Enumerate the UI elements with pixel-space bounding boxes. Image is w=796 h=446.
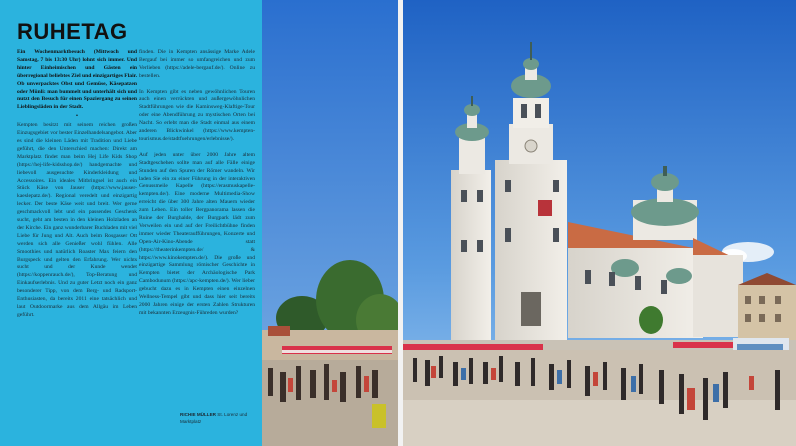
article-column-1 [17,49,137,320]
article-page [0,0,262,446]
article-body-2: finden. Die in Kempten ansässige Marke Adele Bergauf bei immer so umfangreichen und zum Verlieben (https://adele-bergauf.de/). Online zu bestellen. In Kempten gibt es neben gewöhnlichen Touren auch einen verrückten und außergewöhnlichen Stadtführungen wie die Kaminsweg-Klaftige-Tour oder eine Abendführung zu mystischen Orten bei Nacht. So erlebt man die Stadt einmal aus einem anderen Blickwinkel (https://www.kempten-tourismus.de/stadtfuehrungen/erlebnisse/). Auf jeden unter über 2000 Jahre altem Stadtgeschehen sollte man auf alle Fälle einige Stunden auf den Spuren der Römer wandeln. Wir laden Sie ein zu einer Führung in der interaktiven Genussmeile Kapelle (https://erasmuskapelle-kempten.de/). Eine moderne Multimedia-Show erreicht die über 300 Jahre alten Mauern wieder zum Leben. Ein toller Bergpanorama lassen die Ruine der Burghalde, der Burgpark lädt zum Verweilen ein und auf der Freilichtbühne finden immer wieder Theateraufführungen, Konzerte und Open-Air-Kino-Abende statt (https://theaterinkempten.de/ & https://www.kinokempten.de/). Die große und einzigartige Sammlung römischer Geschichte in Kempten bietet der Archäologische Park Cambodunum (https://apc-kempten.de/). Wer lieber gebucht dazu es in Kempten einen einzelnen Wellness-Tempel gibt und dass hier seit bereits 2000 Jahren einige der ersten Zahlen Strukturen mit bekannten Erzeugnis-Führeden wurden? [139,49,255,316]
article-lead: Ein Wochenmarktbesuch (Mittwoch und Samstag, 7 bis 13:30 Uhr) lohnt sich immer. Und hinter Einheimischen und Gästen ein überregional beliebtes Ziel und einzigartiges Flair. Ob unverpacktes Obst und Gemüse, Käsepatzen oder Münli: man bummelt und unterhält sich und nutzt den Besuch für einen Spaziergang zu seinen Lieblingsläden in der Stadt. [17,49,137,111]
gutter-photo [262,0,398,446]
article-column-2 [139,49,255,318]
article-title: RUHETAG [17,19,128,44]
sky-tree-photo [262,0,398,446]
church-portal [521,292,541,326]
market-awning [403,344,543,350]
dome [631,198,699,226]
coat-of-arms [538,200,552,216]
section-bullet: • [76,113,78,120]
clock [525,140,537,152]
photo-credit-name: RICHIE MÜLLER [180,412,216,417]
photo-caption-text: St. Lorenz und Marktplatz [180,412,248,424]
photo-caption [180,411,260,425]
left-tower [451,170,491,340]
st-lorenz-basilica-image [403,0,796,446]
basilica-photo [403,0,796,446]
article-body-1: Kempten besitzt mit seinem reichen großen Einzugsgebiet vor bester Einzelhandelsangebot. Aber es sind die kleinen Läden mit Tradition und Liebe geführt, die den Unterschied machen: Direkt am Marktplatz findet man beim Hej Life Kids Shop (https://hej-life-kidsshop.de/) handgemachte und liebevoll ausgesuchte Kinderkleidung und Accessoires. Ein ideales Mitbringsel ist auch ein Stück Käse von Jauser (https://www.jauser-kaeslepatz.de/). Regional veredelt und einzigartig lecker. Der beste Käse weit und breit. Wer gerne geschmackvoll lebt und ein passendes Geschenk sucht, geht am besten in den kleinen Holzladen an der Kirche. Ein ganz wunderbarer Buchladen mit viel Liebe für Jung und Alt. Auch beim Rosgasser Ott werden sich alle Genießer wohl fühlen. Alle Smoothies und natürlich Roaster Max feiern den Burgspeck und gelten den Erfahrung. Wer nichts sucht und der Kunde wendet (https://koppenrauch.de/), Top-Beratung und Einkaufserlebnis. Und zu guter Letzt noch ein ganz besonderer Tipp, von dem Berg- und Radsport-Enthusiasten, da bereits 2011 eine tatsächlich und laut Outdoormarke aus dem Allgäu im Leben geführt. [17,122,137,318]
